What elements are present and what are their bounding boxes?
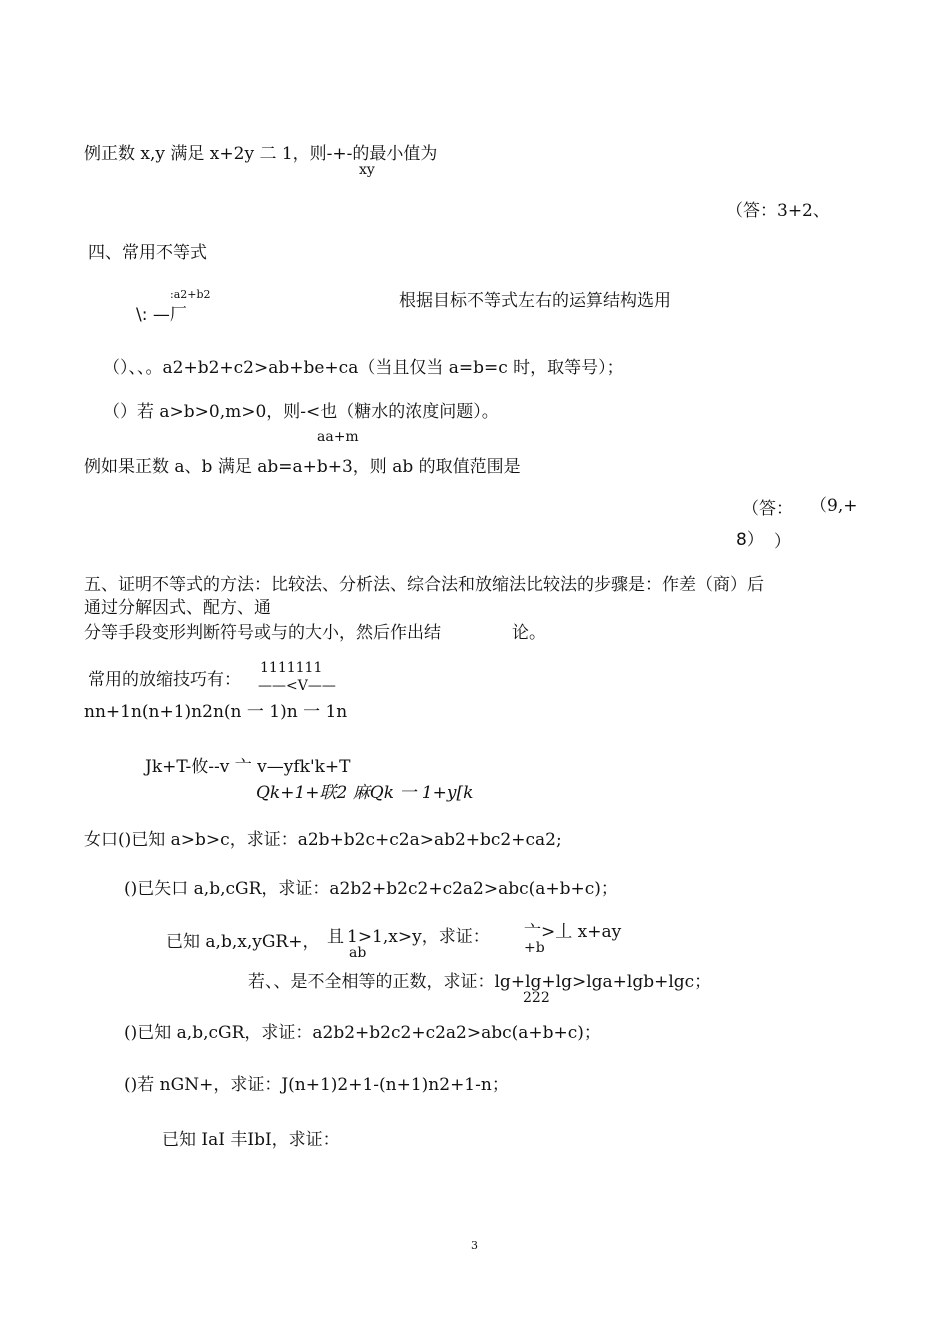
exercise-6: ()若 nGN+，求证：J(n+1)2+1-(n+1)n2+1-n； xyxy=(124,1075,509,1095)
answer-note-2b: （9,+ xyxy=(810,496,858,516)
formula-fragment-bottom: \: —厂 xyxy=(136,305,187,325)
answer-note-2a: （答： xyxy=(742,499,793,519)
selection-note: 根据目标不等式左右的运算结构选用 xyxy=(399,291,671,311)
page-number: 3 xyxy=(471,1239,478,1252)
exercise-3-claim: 亠>丄 x+ay xyxy=(524,922,622,942)
exercise-3-given: 已知 a,b,x,yGR+， xyxy=(166,932,320,952)
formula-fragment-top: :a2+b2 xyxy=(170,288,211,301)
proof-methods-line-3: 分等手段变形判断符号或与的大小，然后作出结 xyxy=(84,623,441,643)
example-line-ab-range: 例如果正数 a、b 满足 ab=a+b+3，则 ab 的取值范围是 xyxy=(84,457,521,477)
answer-note-2d: ） xyxy=(774,532,791,552)
exercise-4: 若、、是不全相等的正数，求证：lg+lg+lg>lga+lgb+lgc； xyxy=(248,972,712,992)
exercise-5: ()已知 a,b,cGR，求证：a2b2+b2c2+c2a2>abc(a+b+c)； xyxy=(124,1023,601,1043)
scaling-numerators: 1111111 xyxy=(260,660,323,676)
inequality-item-2: （）若 a>b>0,m>0，则-<也（糖水的浓度问题）。 xyxy=(103,402,499,422)
exercise-3-claim-denominator: +b xyxy=(524,940,545,956)
answer-note: （答：3+2、 xyxy=(726,201,830,221)
proof-methods-line-2: 通过分解因式、配方、通 xyxy=(84,598,271,618)
proof-methods-line-3-end: 论。 xyxy=(512,623,546,643)
section-heading-proof-methods: 五、证明不等式的方法：比较法、分析法、综合法和放缩法比较法的步骤是：作差（商）后 xyxy=(84,575,764,595)
section-heading-common-inequalities: 四、常用不等式 xyxy=(88,243,207,263)
fraction-denominator: xy xyxy=(359,162,375,178)
exercise-3-condition: 1>1,x>y，求证： xyxy=(347,927,490,947)
answer-note-2c: 8） xyxy=(736,530,764,550)
scaling-techniques-label: 常用的放缩技巧有： xyxy=(88,670,241,690)
scaling-fraction-bar: ——<V—— xyxy=(258,678,336,694)
scaling-denominators: nn+1n(n+1)n2n(n 一 1)n 一 1n xyxy=(84,702,348,722)
radical-inequality-top: Jk+T-攸--v 亠 v—yfk'k+T xyxy=(145,757,351,777)
radical-inequality-bottom: Qk+1+联2 麻Qk 一 1+y[k xyxy=(256,783,474,803)
inequality-item-1: （）、、。a2+b2+c2>ab+be+ca（当且仅当 a=b=c 时，取等号）； xyxy=(103,358,624,378)
fraction-denominator-2: aa+m xyxy=(317,429,359,445)
exercise-4-denominators: 222 xyxy=(523,990,550,1006)
exercise-2: ()已矢口 a,b,cGR，求证：a2b2+b2c2+c2a2>abc(a+b+c)； xyxy=(124,879,618,899)
exercise-3-denominator: ab xyxy=(349,945,367,961)
exercise-3-and: 且 xyxy=(327,927,344,947)
example-line-min-value: 例正数 x,y 满足 x+2y 二 1，则-+-的最小值为 xyxy=(84,144,438,164)
exercise-7: 已知 IaI 丰IbI，求证： xyxy=(162,1130,340,1150)
exercise-1: 女口()已知 a>b>c，求证：a2b+b2c+c2a>ab2+bc2+ca2; xyxy=(84,830,562,850)
